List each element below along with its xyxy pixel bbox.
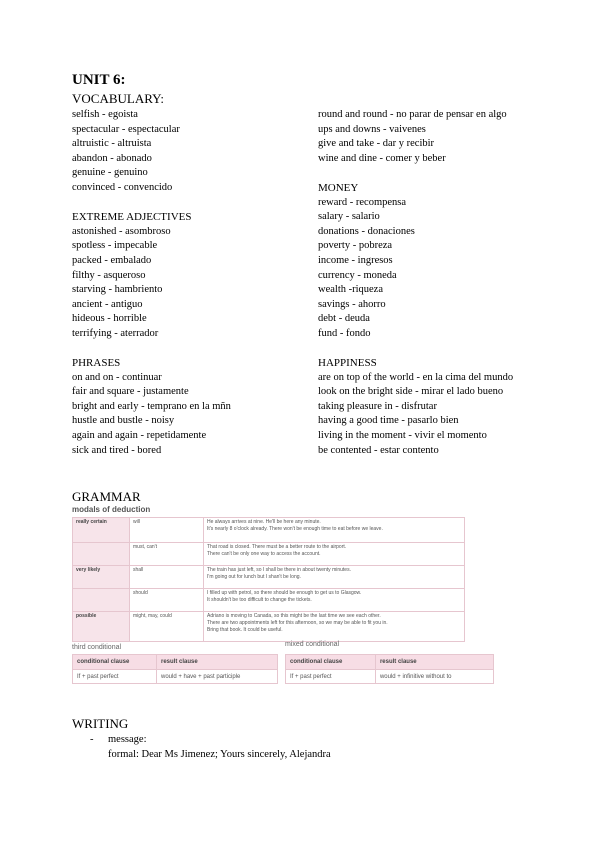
column-header: result clause — [375, 655, 493, 670]
phrase-item: hustle and bustle - noisy — [72, 415, 175, 427]
mixed-conditional-title: mixed conditional — [285, 641, 340, 648]
modal-category: really certain — [73, 518, 130, 543]
vocab-item: abandon - abonado — [72, 152, 152, 164]
modal-category: very likely — [73, 566, 130, 589]
third-conditional-title: third conditional — [72, 644, 122, 651]
vocabulary-heading: VOCABULARY: — [72, 91, 164, 106]
modal-category — [73, 543, 130, 566]
modal-example-line: He always arrives at nine. He'll be here any minute. — [207, 519, 321, 525]
adjective-item: astonished - asombroso — [72, 225, 171, 237]
modals-title: modals of deduction — [72, 505, 151, 514]
phrase-item: fair and square - justamente — [72, 386, 189, 398]
formal-example: formal: Dear Ms Jimenez; Yours sincerely, Alejandra — [108, 748, 331, 760]
column-header: conditional clause — [286, 655, 376, 670]
writing-heading: WRITING — [72, 716, 129, 731]
modal-verb: shall — [130, 566, 204, 589]
modal-verb: should — [130, 589, 204, 612]
vocab-item: spectacular - espectacular — [72, 123, 180, 135]
phrase-item: on and on - continuar — [72, 371, 162, 383]
modal-examples — [204, 612, 465, 642]
phrase-item: round and round - no parar de pensar en algo — [318, 109, 507, 120]
phrase-item: wine and dine - comer y beber — [318, 152, 446, 164]
table-row — [73, 566, 465, 589]
phrases-heading: PHRASES — [72, 357, 121, 370]
adjective-item: ancient - antiguo — [72, 298, 143, 310]
table-cell: would + infinitive without to — [375, 670, 493, 684]
phrase-item: ups and downs - vaivenes — [318, 123, 426, 135]
mixed-conditional-table — [285, 654, 494, 684]
modal-example-line: It shouldn't be too difficult to change the tickets. — [207, 597, 312, 603]
money-item: savings - ahorro — [318, 298, 386, 310]
right-column — [318, 108, 548, 458]
modal-verb: will — [130, 518, 204, 543]
happiness-item: be contented - estar contento — [318, 444, 439, 456]
modal-category — [73, 589, 130, 612]
modal-example-line: That road is closed. There must be a better route to the airport. — [207, 544, 347, 550]
money-item: wealth -riqueza — [318, 284, 384, 296]
money-item: income - ingresos — [318, 254, 393, 266]
table-row — [73, 589, 465, 612]
column-header: conditional clause — [73, 655, 157, 670]
unit-title: UNIT 6: — [72, 72, 126, 88]
adjective-item: hideous - horrible — [72, 313, 147, 325]
list-item — [90, 733, 331, 748]
modal-example-line: I'm going out for lunch but I shan't be long. — [207, 574, 301, 580]
bullet: - — [90, 734, 94, 745]
table-row — [73, 543, 465, 566]
adjective-item: filthy - asqueroso — [72, 269, 146, 281]
money-heading: MONEY — [318, 181, 359, 194]
modal-examples — [204, 518, 465, 543]
table-header-row — [286, 655, 494, 670]
table-cell: would + have + past participle — [156, 670, 277, 684]
money-item: salary - salario — [318, 211, 380, 223]
adjective-item: spotless - impecable — [72, 240, 158, 252]
money-item: poverty - pobreza — [318, 240, 393, 252]
money-item: reward - recompensa — [318, 196, 407, 208]
grammar-heading: GRAMMAR — [72, 489, 141, 504]
modal-example-line: I filled up with petrol, so there should be enough to get us to Glasgow. — [207, 590, 362, 596]
table-cell: If + past perfect — [73, 670, 157, 684]
happiness-item: living in the moment - vivir el momento — [318, 430, 487, 442]
money-item: fund - fondo — [318, 327, 371, 339]
table-row — [286, 670, 494, 684]
modal-example-line: There are two appointments left for this afternoon, so we may be able to fit you in. — [207, 620, 388, 626]
adjective-item: starving - hambriento — [72, 284, 163, 296]
adjective-item: terrifying - aterrador — [72, 327, 159, 339]
table-row — [73, 518, 465, 543]
table-cell: If + past perfect — [286, 670, 376, 684]
phrase-item: bright and early - temprano en la mñn — [72, 400, 231, 412]
modals-table — [72, 517, 465, 642]
phrase-item: sick and tired - bored — [72, 444, 162, 456]
happiness-item: look on the bright side - mirar el lado bueno — [318, 386, 504, 398]
modal-category: possible — [73, 612, 130, 642]
modal-example-line: The train has just left, so I shall be there in about twenty minutes. — [207, 567, 351, 573]
table-row — [73, 670, 278, 684]
modal-verb: might, may, could — [130, 612, 204, 642]
extreme-adjectives-heading: EXTREME ADJECTIVES — [72, 211, 192, 224]
happiness-item: taking pleasure in - disfrutar — [318, 400, 437, 412]
writing-list — [90, 733, 331, 762]
happiness-heading: HAPPINESS — [318, 357, 377, 370]
left-column — [72, 108, 302, 458]
money-item: currency - moneda — [318, 269, 397, 281]
modal-example-line: There can't be only one way to access the account. — [207, 551, 321, 557]
modal-examples — [204, 566, 465, 589]
third-conditional-table — [72, 654, 278, 684]
vocab-item: altruistic - altruista — [72, 138, 152, 150]
happiness-item: having a good time - pasarlo bien — [318, 415, 459, 427]
column-header: result clause — [156, 655, 277, 670]
modal-examples — [204, 543, 465, 566]
money-item: donations - donaciones — [318, 225, 415, 237]
vocab-item: selfish - egoista — [72, 109, 138, 120]
phrase-item: again and again - repetidamente — [72, 430, 207, 442]
table-header-row — [73, 655, 278, 670]
modal-example-line: Bring that book. It could be useful. — [207, 627, 283, 633]
happiness-item: are on top of the world - en la cima del mundo — [318, 371, 514, 383]
writing-item: message: — [108, 734, 147, 745]
modal-example-line: It's nearly 8 o'clock already. There won't be enough time to eat before we leave. — [207, 526, 383, 532]
money-item: debt - deuda — [318, 313, 370, 325]
adjective-item: packed - embalado — [72, 254, 152, 266]
modal-verb: must, can't — [130, 543, 204, 566]
vocab-item: convinced - convencido — [72, 181, 173, 193]
modal-examples — [204, 589, 465, 612]
vocab-item: genuine - genuino — [72, 167, 148, 179]
modal-example-line: Adriano is moving to Canada, so this might be the last time we see each other. — [207, 613, 381, 619]
table-row — [73, 612, 465, 642]
phrase-item: give and take - dar y recibir — [318, 138, 435, 150]
